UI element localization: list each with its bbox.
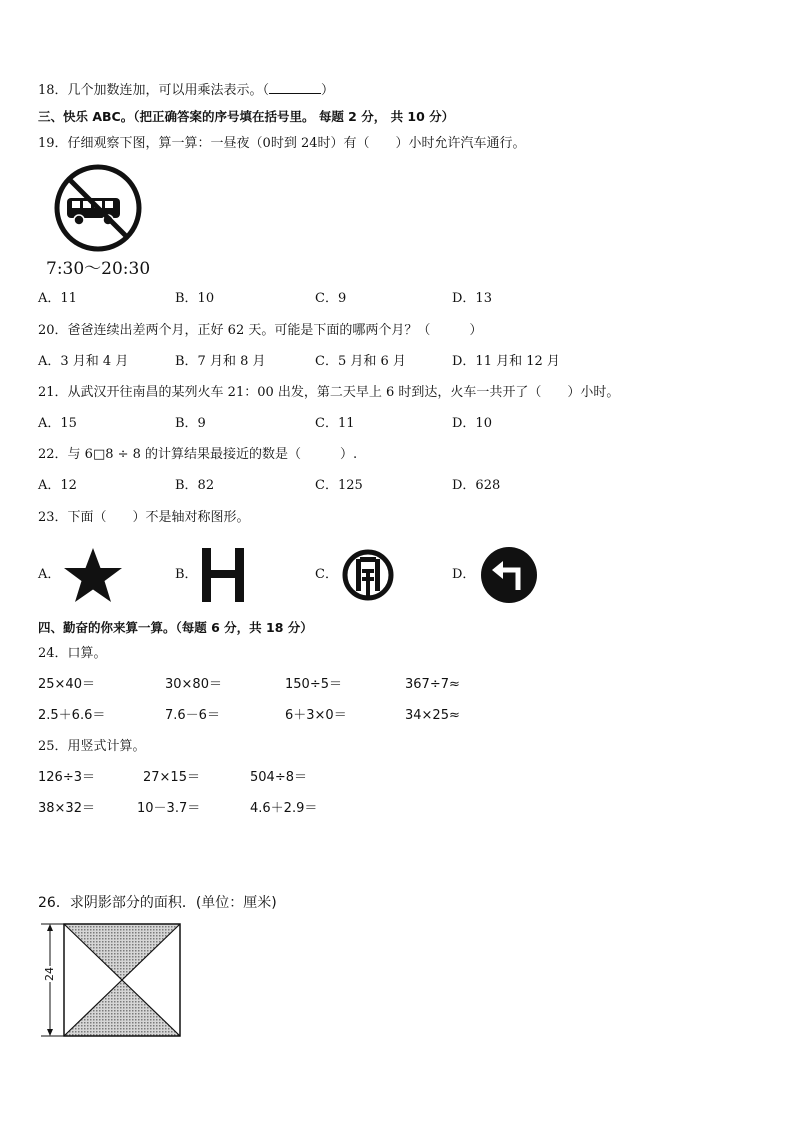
q22-option-c[interactable]: C．125 (315, 478, 363, 493)
q26-text: 26．求阴影部分的面积．(单位：厘米) (38, 895, 277, 911)
q18-text: 18．几个加数连加，可以用乘法表示。（ ） (38, 83, 335, 98)
q19-option-b[interactable]: B．10 (175, 291, 215, 306)
q25-item[interactable]: 4.6＋2.9＝ (250, 801, 318, 816)
q19-option-c[interactable]: C．9 (315, 291, 347, 306)
q24-item[interactable]: 7.6－6＝ (165, 708, 220, 723)
q24-item[interactable]: 30×80＝ (165, 677, 222, 692)
section3-title: 三、快乐 ABC。（把正确答案的序号填在括号里。 每题 2 分， 共 10 分） (38, 109, 455, 124)
q24-item[interactable]: 367÷7≈ (405, 677, 460, 692)
q26-dimension-label: 24 (43, 967, 56, 981)
q22-option-a[interactable]: A．12 (38, 478, 77, 493)
q24-item[interactable]: 25×40＝ (38, 677, 95, 692)
q23-option-d-label[interactable]: D． (452, 567, 476, 582)
q24-item[interactable]: 150÷5＝ (285, 677, 342, 692)
q20-option-a[interactable]: A．3 月和 4 月 (38, 354, 129, 369)
q21-option-c[interactable]: C．11 (315, 416, 355, 431)
q25-item[interactable]: 504÷8＝ (250, 770, 307, 785)
q22-option-b[interactable]: B．82 (175, 478, 215, 493)
q22-option-d[interactable]: D．628 (452, 478, 501, 493)
q23-option-a-label[interactable]: A． (38, 567, 61, 582)
section4-title: 四、勤奋的你来算一算。（每题 6 分，共 18 分） (38, 620, 313, 635)
q18-answer-blank[interactable] (269, 82, 321, 94)
letter-h-icon[interactable] (202, 548, 246, 602)
q20-option-c[interactable]: C．5 月和 6 月 (315, 354, 406, 369)
q24-text: 24．口算。 (38, 646, 107, 661)
q20-text: 20．爸爸连续出差两个月，正好 62 天。可能是下面的哪两个月？（ ） (38, 323, 483, 338)
shaded-square-diagram (36, 920, 186, 1042)
q23-text: 23．下面（ ）不是轴对称图形。 (38, 510, 250, 525)
q25-text: 25．用竖式计算。 (38, 739, 146, 754)
star-icon[interactable] (62, 546, 124, 604)
q25-item[interactable]: 10－3.7＝ (137, 801, 201, 816)
q21-option-d[interactable]: D．10 (452, 416, 492, 431)
q25-item[interactable]: 38×32＝ (38, 801, 95, 816)
bank-logo-icon[interactable] (340, 547, 396, 603)
q19-option-d[interactable]: D．13 (452, 291, 492, 306)
turn-left-sign-icon[interactable] (480, 546, 538, 604)
q25-item[interactable]: 27×15＝ (143, 770, 200, 785)
q21-text: 21．从武汉开往南昌的某列火车 21：00 出发，第二天早上 6 时到达，火车一共开了（ ）小时。 (38, 385, 620, 400)
q24-item[interactable]: 2.5＋6.6＝ (38, 708, 106, 723)
q25-item[interactable]: 126÷3＝ (38, 770, 95, 785)
q19-option-a[interactable]: A．11 (38, 291, 77, 306)
q21-option-b[interactable]: B．9 (175, 416, 206, 431)
q19-text: 19．仔细观察下图，算一算：一昼夜（0时到 24时）有（ ）小时允许汽车通行。 (38, 136, 526, 151)
q24-item[interactable]: 34×25≈ (405, 708, 460, 723)
q23-option-c-label[interactable]: C． (315, 567, 338, 582)
no-bus-sign-icon (52, 164, 144, 252)
q22-text: 22．与 6□8 ÷ 8 的计算结果最接近的数是（ ）. (38, 447, 358, 462)
q23-option-b-label[interactable]: B． (175, 567, 198, 582)
q20-option-b[interactable]: B．7 月和 8 月 (175, 354, 266, 369)
q24-item[interactable]: 6＋3×0＝ (285, 708, 347, 723)
q20-option-d[interactable]: D．11 月和 12 月 (452, 354, 560, 369)
q19-sign-time: 7:30～20:30 (46, 259, 151, 279)
q21-option-a[interactable]: A．15 (38, 416, 77, 431)
